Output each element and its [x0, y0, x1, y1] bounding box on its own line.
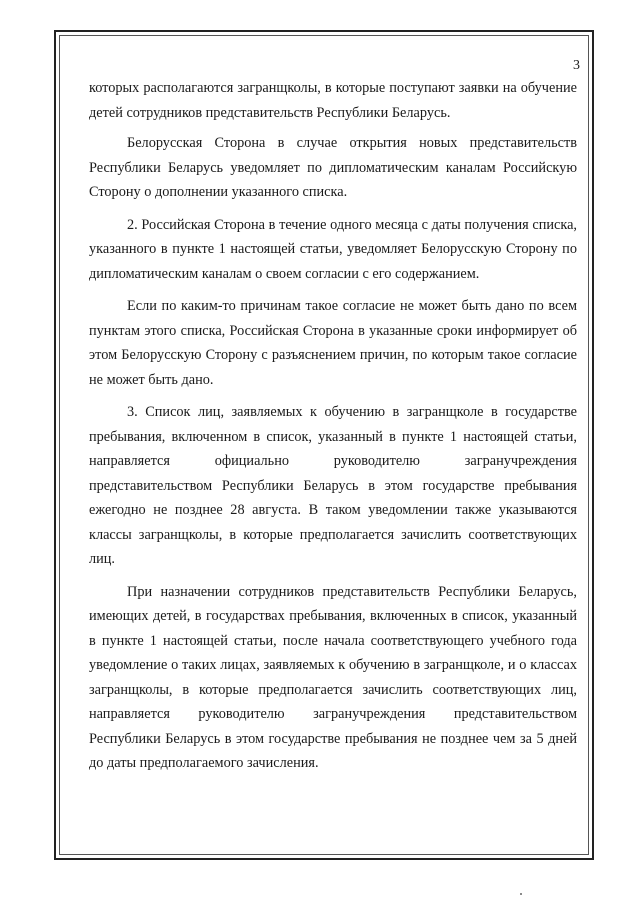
- paragraph-continuation: которых располагаются загранщколы, в которые поступают заявки на обучение детей сотрудников представительств Республики Беларусь.: [89, 80, 577, 121]
- paragraph-belarus-notification: Белорусская Сторона в случае открытия новых представительств Республики Беларусь уведомляет по дипломатическим каналам Российскую Сторону о дополнении указанного списка.: [89, 135, 577, 200]
- paragraph-clause-3: 3. Список лиц, заявляемых к обучению в загранщколе в государстве пребывания, включенном в список, указанный в пункте 1 настоящей статьи, направляется официально руководителю загранучреждения представительством Республики Беларусь в этом государстве пребывания ежегодно не позднее 28 августа. В таком уведомлении также указываются классы загранщколы, в которые предполагается зачислить соответствующих лиц.: [89, 404, 577, 567]
- paragraph-appointment-notice: При назначении сотрудников представительств Республики Беларусь, имеющих детей, в государствах пребывания, включенных в список, указанный в пункте 1 настоящей статьи, после начала соответствующего учебного года уведомление о таких лицах, заявляемых к обучению в загранщколе, и о классах загранщколы, в которые предполагается зачислить соответствующих лиц, направляется руководителю загранучреждения представительством Республики Беларусь в этом государстве пребывания не позднее чем за 5 дней до даты предполагаемого зачисления.: [89, 583, 577, 771]
- scan-speck: [520, 893, 522, 895]
- paragraph-consent-refusal: Если по каким-то причинам такое согласие не может быть дано по всем пунктам этого списка, Российская Сторона в указанные сроки информирует об этом Белорусскую Сторону с разъяснением причин, по которым такое согласие не может быть дано.: [89, 298, 577, 388]
- page-number: 3: [573, 58, 580, 73]
- paragraph-clause-2: 2. Российская Сторона в течение одного месяца с даты получения списка, указанного в пункте 1 настоящей статьи, уведомляет Белорусскую Сторону по дипломатическим каналам о своем согласии с его содержанием.: [89, 216, 577, 282]
- document-body: [89, 76, 577, 784]
